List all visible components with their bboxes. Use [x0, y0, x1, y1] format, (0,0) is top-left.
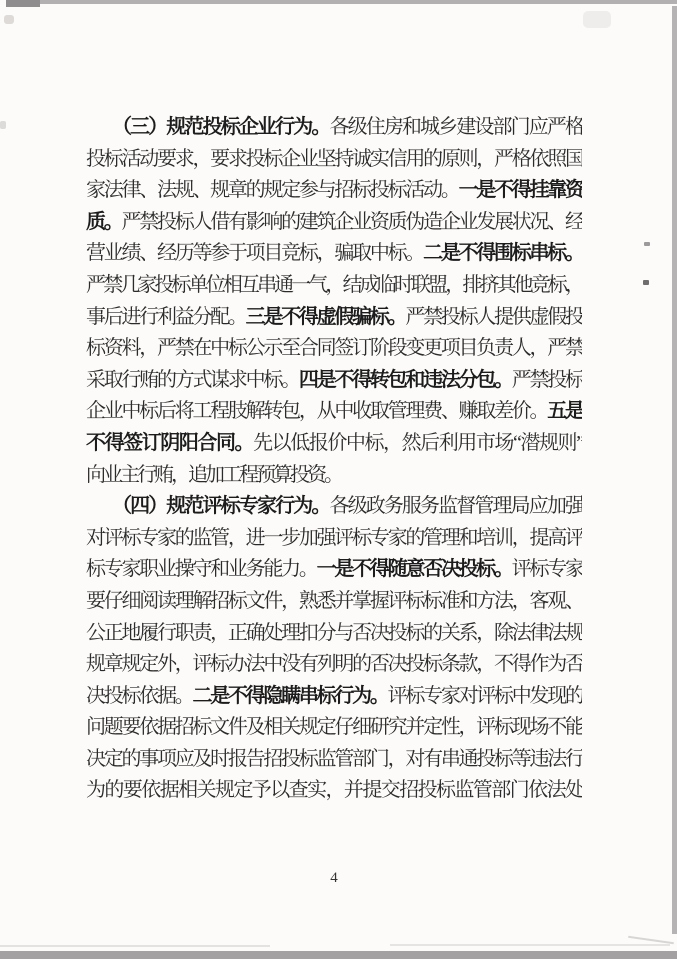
text-segment: 要仔细阅读理解招标文件，熟悉并掌握评标标准和方法，客观、 [86, 589, 582, 612]
text-line [86, 775, 582, 807]
text-segment: 对评标专家的监管，进一步加强评标专家的管理和培训，提高评 [86, 526, 582, 549]
text-segment: 评标专家 [511, 558, 582, 581]
text-line [86, 618, 582, 650]
text-segment: 各级住房和城乡建设部门应严格 [329, 116, 582, 138]
scan-edge-bottom [0, 951, 677, 959]
text-segment-bold: 四是不得转包和违法分包。 [298, 368, 512, 391]
text-line [86, 649, 582, 681]
text-segment-bold: 三是不得虚假骗标。 [245, 305, 406, 328]
scan-edge-right [672, 6, 677, 934]
text-line [86, 144, 582, 176]
text-segment: 公正地履行职责，正确处理扣分与否决投标的关系，除法律法规 [86, 621, 582, 644]
text-segment: 向业主行贿，追加工程预算投资。 [86, 463, 341, 486]
scan-edge-top-dark [6, 0, 40, 7]
text-segment: 采取行贿的方式谋求中标。 [86, 368, 299, 391]
text-line [86, 586, 582, 618]
scan-crease-left [0, 945, 270, 947]
text-segment: 标资料，严禁在中标公示至合同签订阶段变更项目负责人，严禁 [86, 337, 582, 360]
scan-smudge-top-right [583, 11, 611, 28]
text-segment: 家法律、法规、规章的规定参与招标投标活动。 [86, 179, 459, 202]
text-line [86, 365, 582, 397]
text-segment-bold: 二是不得隐瞒串标行为。 [192, 684, 388, 707]
text-segment-bold: 不得签订阴阳合同。 [86, 431, 254, 454]
text-segment: 严禁投标人借有影响的建筑企业资质伪造企业发展状况、经 [121, 210, 582, 233]
text-line [86, 302, 582, 334]
text-segment: 严禁投标 [511, 368, 582, 391]
text-segment: 先以低报价中标，然后利用市场“潜规则” [253, 431, 582, 454]
text-segment-bold: （四）规范评标专家行为。 [112, 495, 330, 518]
text-line [86, 681, 582, 713]
scan-smudge-left-middle [0, 121, 6, 129]
text-segment: 企业中标后将工程肢解转包，从中收取管理费、赚取差价。 [86, 400, 548, 423]
text-segment-bold: （三）规范投标企业行为。 [112, 116, 330, 138]
text-segment: 各级政务服务监督管理局应加强 [329, 495, 582, 518]
text-line [86, 712, 582, 744]
text-line [86, 428, 582, 460]
text-segment-bold: 五是 [547, 400, 582, 423]
text-segment-bold: 一是不得随意否决投标。 [316, 558, 512, 581]
text-segment: 评标专家对评标中发现的 [387, 684, 582, 707]
text-segment: 严禁几家投标单位相互串通一气，结成临时联盟，排挤其他竞标， [86, 273, 582, 296]
text-line [86, 396, 582, 428]
text-line [86, 112, 582, 144]
text-segment: 问题要依据招标文件及相关规定仔细研究并定性，评标现场不能 [86, 716, 582, 739]
text-segment: 决投标依据。 [86, 684, 193, 707]
text-segment: 严禁投标人提供虚假投 [405, 305, 582, 328]
page-number: 4 [330, 870, 338, 886]
text-line [86, 744, 582, 776]
text-segment: 投标活动要求，要求投标企业坚持诚实信用的原则，严格依照国 [86, 147, 582, 170]
text-segment-bold: 质。 [86, 210, 122, 233]
text-line [86, 491, 582, 523]
scan-crease-corner [628, 936, 674, 944]
scan-smudge-top-left [4, 15, 14, 24]
ink-speck-2 [643, 280, 649, 285]
text-segment-bold: 一是不得挂靠资 [458, 179, 582, 202]
scan-crease-right [390, 944, 670, 946]
text-line [86, 207, 582, 239]
ink-speck-1 [644, 242, 650, 246]
text-segment: 事后进行利益分配。 [86, 305, 246, 328]
text-segment-bold: 二是不得围标串标。 [423, 242, 582, 265]
text-line [86, 523, 582, 555]
text-line [86, 333, 582, 365]
text-segment: 标专家职业操守和业务能力。 [86, 558, 317, 581]
text-segment: 营业绩、经历等参于项目竞标，骗取中标。 [86, 242, 424, 265]
text-line [86, 175, 582, 207]
scan-edge-top [6, 0, 677, 4]
text-segment: 规章规定外，评标办法中没有列明的否决投标条款，不得作为否 [86, 653, 582, 676]
text-line [86, 460, 582, 492]
text-line [86, 238, 582, 270]
text-line [86, 270, 582, 302]
text-segment: 为的要依据相关规定予以查实，并提交招投标监管部门依法处 [86, 779, 582, 802]
text-line [86, 554, 582, 586]
document-text [86, 112, 582, 807]
text-segment: 决定的事项应及时报告招投标监管部门，对有串通投标等违法行 [86, 747, 582, 770]
